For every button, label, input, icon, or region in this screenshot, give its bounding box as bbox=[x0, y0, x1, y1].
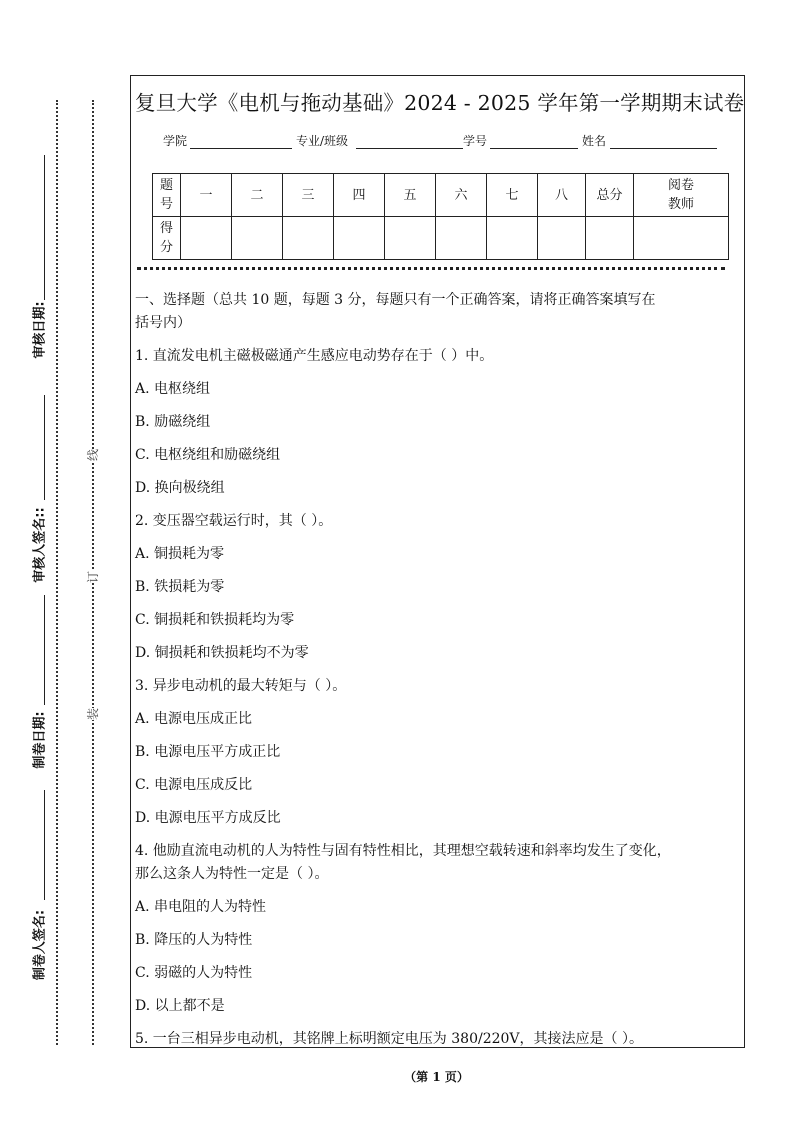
question-line bbox=[135, 1028, 740, 1061]
question-line bbox=[135, 675, 740, 708]
question-line bbox=[135, 642, 740, 675]
question-line bbox=[135, 510, 740, 543]
score-cell[interactable] bbox=[232, 217, 283, 260]
question-line bbox=[135, 995, 740, 1028]
question-line bbox=[135, 576, 740, 609]
score-cell[interactable] bbox=[385, 217, 436, 260]
section-heading bbox=[135, 289, 740, 345]
question-line bbox=[135, 896, 740, 929]
text-line: 5. 一台三相异步电动机，其铭牌上标明额定电压为 380/220V，其接法应是（ ）。 bbox=[135, 1031, 643, 1047]
text-line: C. 电枢绕组和励磁绕组 bbox=[135, 447, 281, 463]
text-line: A. 串电阻的人为特性 bbox=[135, 899, 267, 915]
reviewer-cell[interactable] bbox=[634, 217, 729, 260]
question-number-row bbox=[153, 174, 729, 217]
text-line: C. 电源电压成反比 bbox=[135, 777, 253, 793]
outer-dotted-line bbox=[56, 100, 58, 1045]
text-line: B. 电源电压平方成正比 bbox=[135, 744, 281, 760]
text-line: 4. 他励直流电动机的人为特性与固有特性相比，其理想空载转速和斜率均发生了变化， bbox=[135, 843, 671, 859]
reviewer-signature-label: 审核人签名:: bbox=[32, 507, 48, 583]
binding-char-zhuang: 装 bbox=[86, 707, 101, 721]
score-cell[interactable] bbox=[487, 217, 538, 260]
score-cell[interactable] bbox=[181, 217, 232, 260]
major-class-input[interactable] bbox=[356, 148, 463, 149]
review-date-label: 审核日期: bbox=[32, 301, 48, 359]
binding-char-xian: 线 bbox=[86, 448, 101, 462]
questions bbox=[135, 289, 740, 1061]
field-label-name: 姓名 bbox=[582, 134, 607, 148]
question-line bbox=[135, 411, 740, 444]
exam-title: 复旦大学《电机与拖动基础》2024 - 2025 学年第一学期期末试卷 bbox=[135, 91, 745, 115]
question-line bbox=[135, 962, 740, 995]
name-input[interactable] bbox=[610, 148, 717, 149]
score-cell[interactable] bbox=[283, 217, 334, 260]
question-line bbox=[135, 807, 740, 840]
text-line: B. 励磁绕组 bbox=[135, 414, 211, 430]
text-line: D. 电源电压平方成反比 bbox=[135, 810, 281, 826]
college-input[interactable] bbox=[190, 148, 292, 149]
text-line: D. 以上都不是 bbox=[135, 998, 225, 1014]
question-line bbox=[135, 929, 740, 962]
signature-line bbox=[44, 155, 45, 300]
text-line: D. 换向极绕组 bbox=[135, 480, 225, 496]
total-score-cell[interactable] bbox=[586, 217, 634, 260]
field-label-student-id: 学号 bbox=[463, 134, 488, 148]
col-header: 总分 bbox=[586, 174, 634, 217]
text-line: B. 降压的人为特性 bbox=[135, 932, 253, 948]
text-line: A. 电源电压成正比 bbox=[135, 711, 253, 727]
score-cell[interactable] bbox=[538, 217, 586, 260]
question-line bbox=[135, 609, 740, 642]
col-header: 八 bbox=[538, 174, 586, 217]
text-line: D. 铜损耗和铁损耗均不为零 bbox=[135, 645, 309, 661]
text-line: A. 铜损耗为零 bbox=[135, 546, 225, 562]
col-header: 三 bbox=[283, 174, 334, 217]
col-header: 七 bbox=[487, 174, 538, 217]
col-header: 四 bbox=[334, 174, 385, 217]
page-number: （第 1 页） bbox=[404, 1070, 469, 1084]
signature-line bbox=[44, 790, 45, 900]
signature-line bbox=[44, 395, 45, 500]
question-line bbox=[135, 444, 740, 477]
col-header: 五 bbox=[385, 174, 436, 217]
section-divider bbox=[137, 267, 725, 270]
score-cell[interactable] bbox=[334, 217, 385, 260]
score-row bbox=[153, 217, 729, 260]
signature-line bbox=[44, 595, 45, 705]
text-line: 一、选择题（总共 10 题，每题 3 分，每题只有一个正确答案，请将正确答案填写在 bbox=[135, 292, 656, 308]
paper-maker-signature-label: 制卷人签名: bbox=[32, 909, 48, 981]
paper-date-label: 制卷日期: bbox=[32, 711, 48, 769]
question-line bbox=[135, 774, 740, 807]
score-cell[interactable] bbox=[436, 217, 487, 260]
text-line: 括号内） bbox=[135, 315, 191, 331]
question-line bbox=[135, 378, 740, 411]
field-label-major-class: 专业/班级 bbox=[296, 134, 349, 148]
text-line: 2. 变压器空载运行时，其（ ）。 bbox=[135, 513, 333, 529]
question-line bbox=[135, 741, 740, 774]
text-line: B. 铁损耗为零 bbox=[135, 579, 225, 595]
question-line bbox=[135, 543, 740, 576]
score-table bbox=[152, 173, 729, 260]
text-line: C. 铜损耗和铁损耗均为零 bbox=[135, 612, 295, 628]
row-label: 题 号 bbox=[153, 174, 181, 217]
question-line bbox=[135, 708, 740, 741]
student-id-input[interactable] bbox=[490, 148, 578, 149]
reviewer-header: 阅卷 教师 bbox=[634, 174, 729, 217]
text-line: 那么这条人为特性一定是（ ）。 bbox=[135, 866, 329, 882]
text-line: 1. 直流发电机主磁极磁通产生感应电动势存在于（ ）中。 bbox=[135, 348, 494, 364]
text-line: A. 电枢绕组 bbox=[135, 381, 211, 397]
row-label: 得 分 bbox=[153, 217, 181, 260]
question-line bbox=[135, 840, 740, 896]
question-line bbox=[135, 345, 740, 378]
col-header: 二 bbox=[232, 174, 283, 217]
field-label-college: 学院 bbox=[163, 134, 188, 148]
text-line: C. 弱磁的人为特性 bbox=[135, 965, 253, 981]
col-header: 一 bbox=[181, 174, 232, 217]
binding-char-ding: 订 bbox=[86, 570, 101, 584]
text-line: 3. 异步电动机的最大转矩与（ ）。 bbox=[135, 678, 347, 694]
question-line bbox=[135, 477, 740, 510]
col-header: 六 bbox=[436, 174, 487, 217]
